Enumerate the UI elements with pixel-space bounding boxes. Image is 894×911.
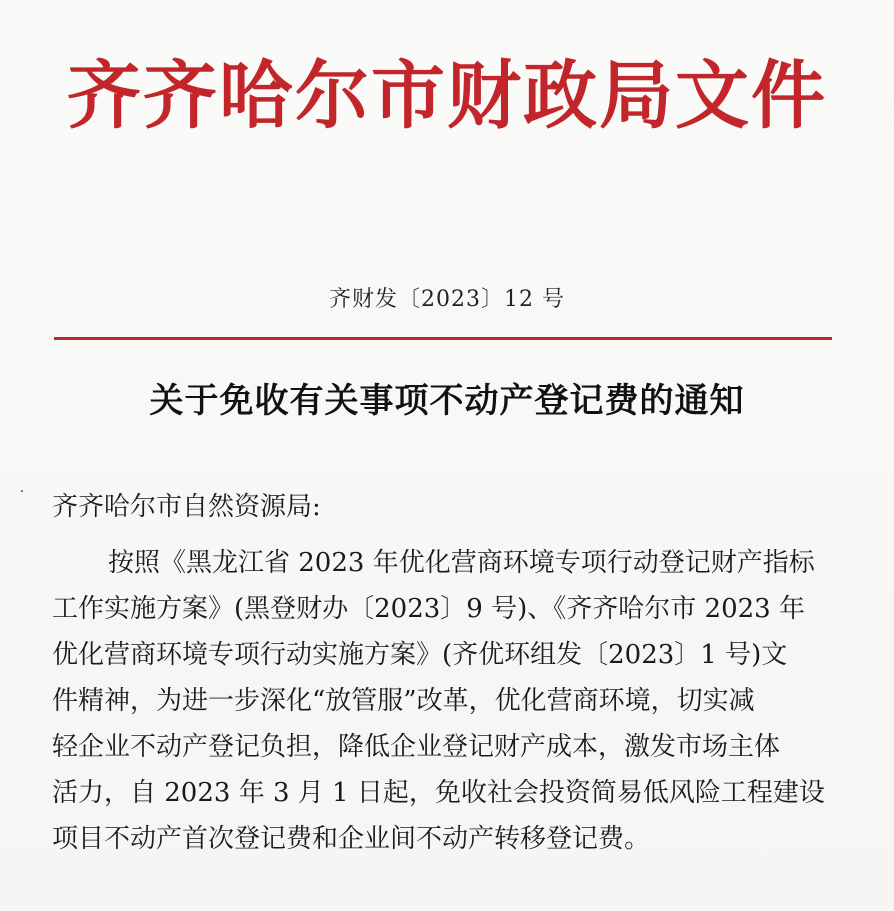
document-title: 关于免收有关事项不动产登记费的通知 — [149, 381, 745, 421]
body-line: 工作实施方案》(黑登财办〔2023〕9 号)、《齐齐哈尔市 2023 年 — [52, 594, 805, 624]
body-line: 件精神，为进一步深化“放管服”改革，优化营商环境，切实减 — [52, 686, 755, 716]
body-line: 活力，自 2023 年 3 月 1 日起，免收社会投资简易低风险工程建设 — [52, 778, 825, 808]
recipient-line: 齐齐哈尔市自然资源局: — [52, 492, 321, 522]
scan-speck — [21, 490, 23, 492]
body-line: 优化营商环境专项行动实施方案》(齐优环组发〔2023〕1 号)文 — [52, 640, 788, 670]
document-body — [52, 540, 842, 862]
masthead-divider — [54, 337, 832, 340]
body-line: 按照《黑龙江省 2023 年优化营商环境专项行动登记财产指标 — [108, 548, 815, 578]
body-line: 轻企业不动产登记负担，降低企业登记财产成本，激发市场主体 — [52, 732, 781, 762]
document-number: 齐财发〔2023〕12 号 — [329, 287, 565, 312]
body-line: 项目不动产首次登记费和企业间不动产转移登记费。 — [52, 824, 651, 854]
document-masthead: 齐齐哈尔市财政局文件 — [67, 53, 827, 139]
